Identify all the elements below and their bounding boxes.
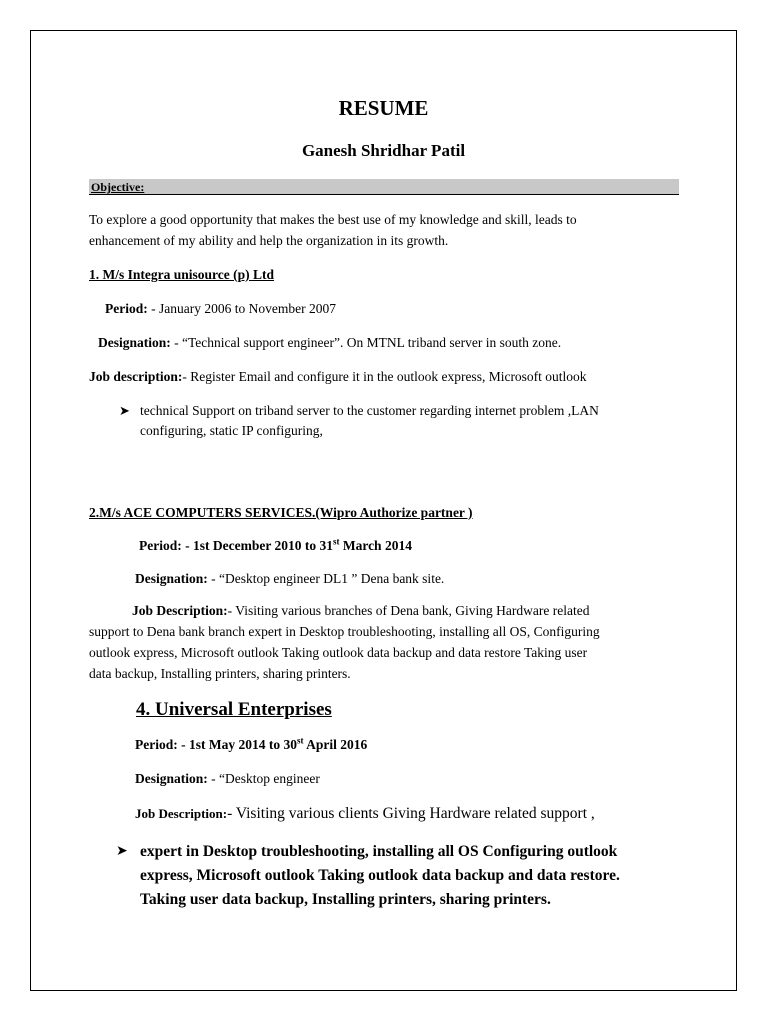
job1-bullet-arrow-icon: ➤ [119, 403, 130, 418]
job1-period-value: - January 2006 to November 2007 [147, 301, 336, 316]
job2-designation-value: - “Desktop engineer DL1 ” Dena bank site. [207, 571, 445, 586]
objective-heading: Objective: [91, 180, 145, 194]
job1-jobdesc-label: Job description: [89, 369, 183, 384]
job1-period [105, 301, 336, 317]
job3-designation-label: Designation: [135, 771, 208, 786]
job2-period-b: March 2014 [339, 538, 412, 553]
job2-jobdesc-label: Job Description: [132, 603, 228, 618]
objective-text-line2: enhancement of my ability and help the organization in its growth. [89, 233, 449, 248]
job3-bullet-arrow-icon: ➤ [116, 844, 128, 859]
job3-heading: 4. Universal Enterprises [136, 699, 332, 720]
job2-jobdesc-line4: data backup, Installing printers, sharing printers. [89, 666, 351, 681]
job2-heading: 2.M/s ACE COMPUTERS SERVICES.(Wipro Authorize partner ) [89, 505, 473, 520]
resume-title: RESUME [338, 96, 429, 120]
job2-designation [135, 571, 444, 587]
job1-bullet-line1: technical Support on triband server to the customer regarding internet problem ,LAN [140, 403, 599, 418]
job1-bullet-line2: configuring, static IP configuring, [140, 423, 323, 438]
job1-heading: 1. M/s Integra unisource (p) Ltd [89, 267, 275, 282]
job3-bullet-line2: express, Microsoft outlook Taking outlook data backup and data restore. [140, 867, 620, 884]
job3-jobdesc-label: Job Description: [135, 806, 228, 821]
job3-period [135, 737, 367, 753]
job1-jobdesc [89, 369, 587, 385]
job3-period-b: April 2016 [303, 737, 368, 752]
objective-heading-bar [89, 179, 679, 195]
job3-designation-value: - “Desktop engineer [207, 771, 320, 786]
job1-period-label: Period: [105, 301, 148, 316]
job3-period-sup: st [296, 735, 304, 746]
resume-page [30, 30, 737, 991]
job3-bullet-line3: Taking user data backup, Installing printers, sharing printers. [140, 891, 551, 908]
job1-jobdesc-value: - Register Email and configure it in the outlook express, Microsoft outlook [182, 369, 587, 384]
job2-period [139, 538, 412, 554]
job1-designation-value: - “Technical support engineer”. On MTNL triband server in south zone. [170, 335, 562, 350]
candidate-name: Ganesh Shridhar Patil [301, 141, 466, 160]
job2-designation-label: Designation: [135, 571, 208, 586]
job2-jobdesc-value: - Visiting various branches of Dena bank, Giving Hardware related [227, 603, 590, 618]
job3-period-a: Period: - 1st May 2014 to 30 [135, 737, 297, 752]
job3-jobdesc [135, 805, 595, 823]
job3-bullet-line1: expert in Desktop troubleshooting, installing all OS Configuring outlook [140, 843, 618, 860]
job2-jobdesc-line3: outlook express, Microsoft outlook Taking outlook data backup and data restore Taking user [89, 645, 588, 660]
job2-jobdesc-line2: support to Dena bank branch expert in Desktop troubleshooting, installing all OS, Configuring [89, 624, 600, 639]
job2-jobdesc-line1 [132, 603, 589, 619]
job2-period-a: Period: - 1st December 2010 to 31 [139, 538, 333, 553]
job3-designation [135, 771, 320, 787]
job3-jobdesc-value: - Visiting various clients Giving Hardware related support , [227, 805, 595, 822]
objective-text-line1: To explore a good opportunity that makes the best use of my knowledge and skill, leads to [89, 212, 577, 227]
job1-designation-label: Designation: [98, 335, 171, 350]
job1-designation [98, 335, 561, 351]
job2-period-sup: st [332, 536, 340, 547]
